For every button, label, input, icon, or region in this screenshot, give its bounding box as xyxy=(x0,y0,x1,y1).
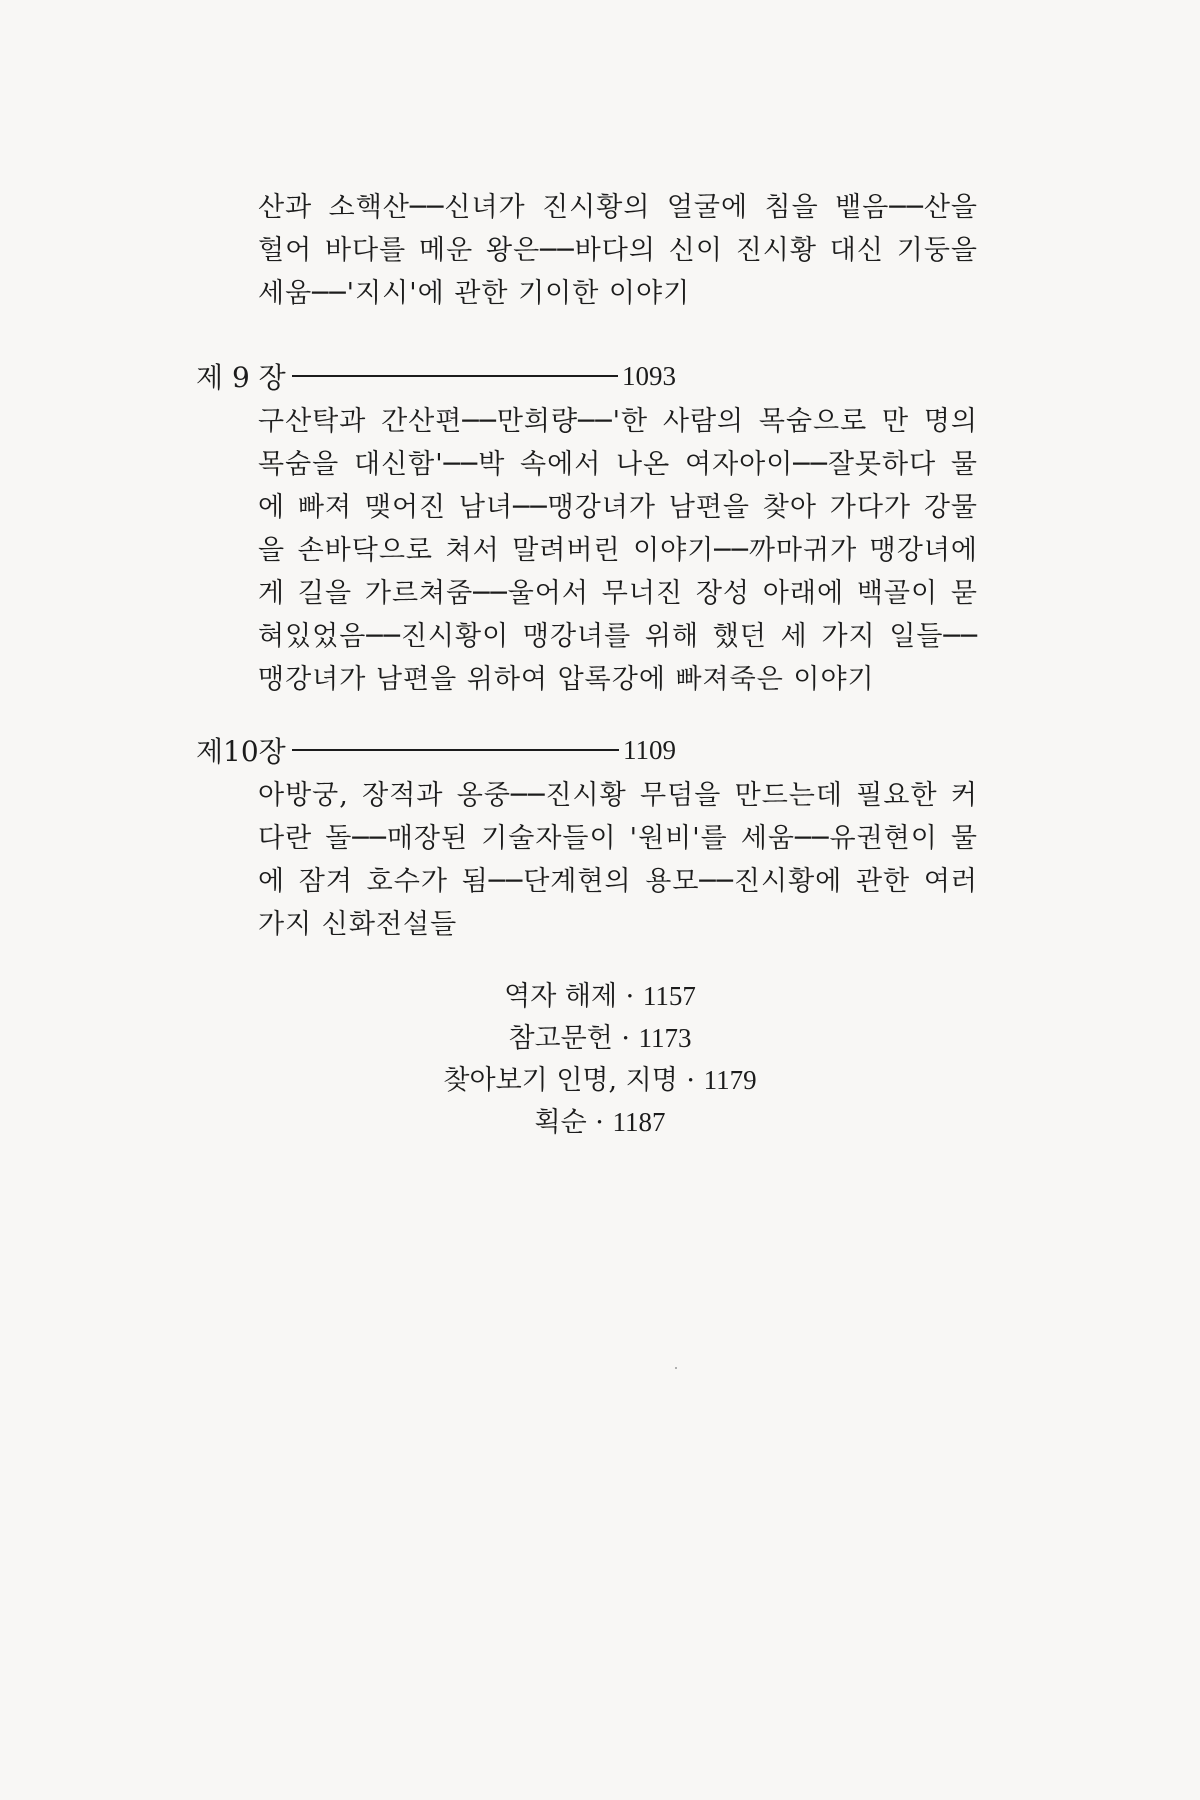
back-matter-item xyxy=(0,1101,1200,1143)
back-matter-item xyxy=(0,1059,1200,1101)
leader-rule xyxy=(292,375,618,377)
chapter-9-page-number: 1093 xyxy=(622,360,676,391)
chapter-10-heading xyxy=(196,728,676,772)
back-matter-page-number: 1179 xyxy=(703,1065,757,1095)
back-matter-page-number: 1173 xyxy=(638,1023,692,1053)
chapter-9-description: 구산탁과 간산편──만희량──'한 사람의 목숨으로 만 명의 목숨을 대신함'──박 속에서 나온 여자아이──잘못하다 물에 빠져 맺어진 남녀──맹강녀가 남편을 찾아 가다가 강물을 손바닥으로 쳐서 말려버린 이야기──까마귀가 맹강녀에게 길을 가르쳐줌──울어서 무너진 장성 아래에 백골이 묻혀있었음──진시황이 맹강녀를 위해 했던 세 가지 일들──맹강녀가 남편을 위하여 압록강에 빠져죽은 이야기 xyxy=(258,406,978,695)
back-matter-page-number: 1157 xyxy=(642,981,696,1011)
chapter-9-label: 제 9 장 xyxy=(196,361,286,394)
separator-dot: · xyxy=(677,1065,704,1096)
chapter-9-heading xyxy=(196,354,676,398)
chapter-8-description: 산과 소핵산──신녀가 진시황의 얼굴에 침을 뱉음──산을 헐어 바다를 메운 왕은──바다의 신이 진시황 대신 기둥을 세움──'지시'에 관한 기이한 이야기 xyxy=(258,192,978,309)
separator-dot: · xyxy=(612,1023,639,1054)
back-matter-label: 찾아보기 인명, 지명 xyxy=(443,1065,678,1096)
paper-speck xyxy=(675,1367,677,1369)
back-matter-list xyxy=(0,975,1200,1143)
chapter-10-page-number: 1109 xyxy=(623,734,676,765)
chapter-10-label: 제10장 xyxy=(196,735,286,768)
back-matter-label: 참고문헌 xyxy=(508,1023,613,1054)
back-matter-item xyxy=(0,1017,1200,1059)
chapter-10-description: 아방궁, 장적과 옹중──진시황 무덤을 만드는데 필요한 커다란 돌──매장된 기술자들이 '원비'를 세움──유권현이 물에 잠겨 호수가 됨──단계현의 용모──진시황에 관한 여러 가지 신화전설들 xyxy=(258,780,978,940)
leader-rule xyxy=(292,749,619,751)
separator-dot: · xyxy=(617,981,643,1012)
back-matter-label: 역자 해제 xyxy=(504,981,618,1012)
back-matter-label: 획순 xyxy=(534,1107,587,1138)
separator-dot: · xyxy=(586,1107,613,1138)
back-matter-item xyxy=(0,975,1200,1017)
back-matter-page-number: 1187 xyxy=(612,1107,666,1137)
